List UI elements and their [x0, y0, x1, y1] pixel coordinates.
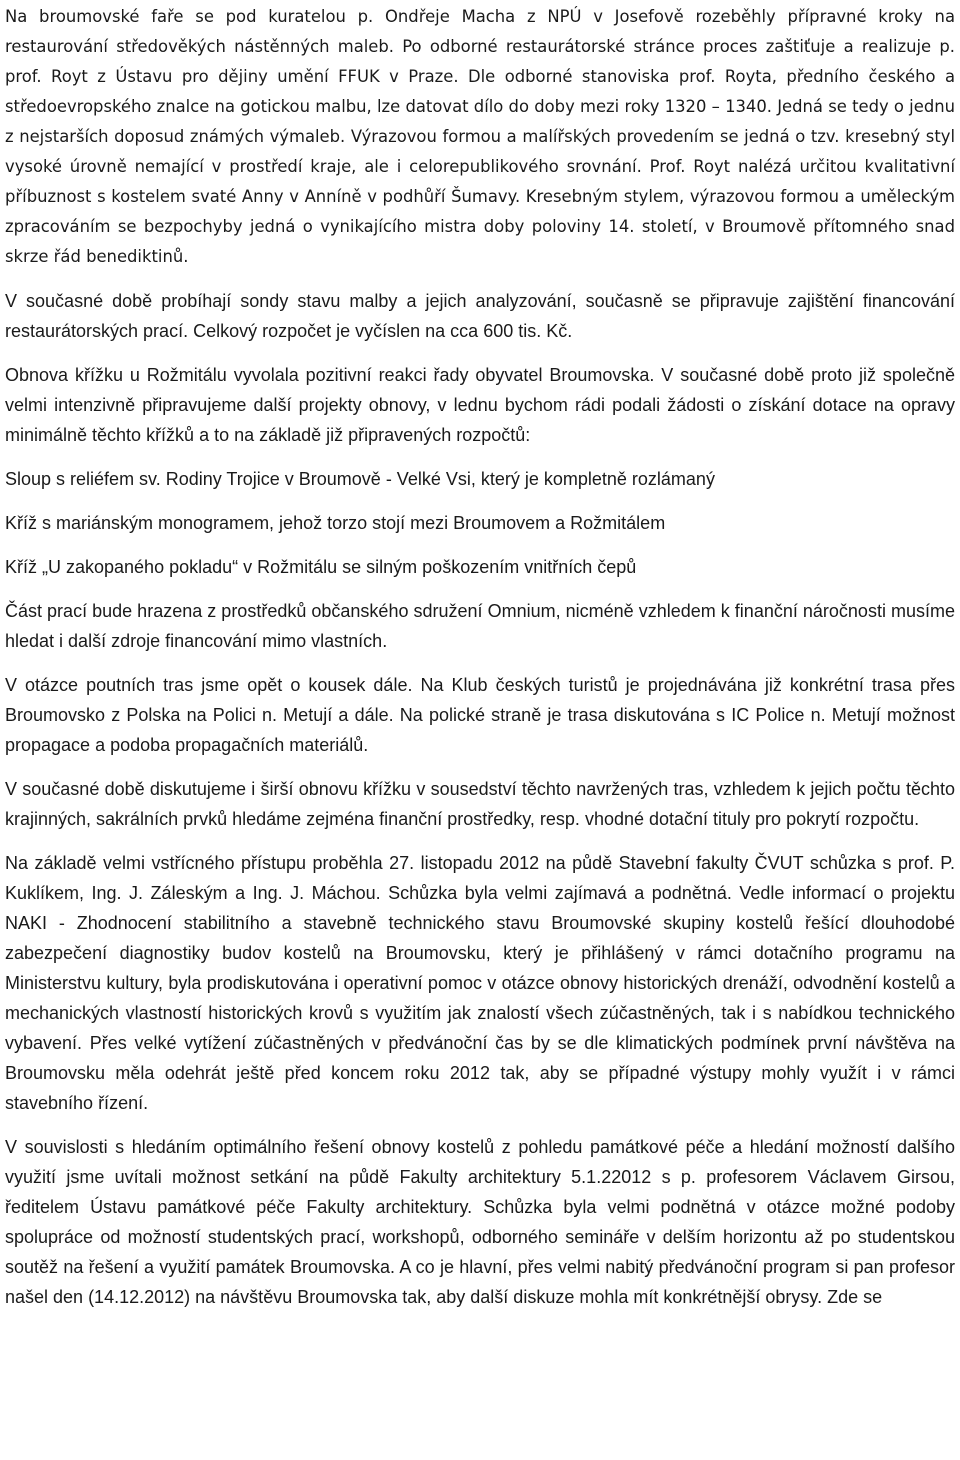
paragraph-pilgrimage-routes: V otázce poutních tras jsme opět o kousek dále. Na Klub českých turistů je projednávána již konkrétní trasa přes Broumovsko z Polska na Polici n. Metují a dále. Na polické straně je trasa diskutována s IC Police n. Metují možnost propagace a podoba propagačních materiálů.	[5, 675, 955, 755]
list-item-treasure-cross: Kříž „U zakopaného pokladu“ v Rožmitálu se silným poškozením vnitřních čepů	[5, 557, 637, 577]
paragraph-wall-paintings: Na broumovské faře se pod kuratelou p. Ondřeje Macha z NPÚ v Josefově rozeběhly přípravné kroky na restaurování středověkých nástěnných maleb. Po odborné restaurátorské stránce proces zaštiťuje a realizuje p. prof. Royt z Ústavu pro dějiny umění FFUK v Praze. Dle odborné stanoviska prof. Royta, předního českého a středoevropského znalce na gotickou malbu, lze datovat dílo do doby mezi roky 1320 – 1340. Jedná se tedy o jednu z nejstarších doposud známých výmaleb. Výrazovou formou a malířských provedením se jedná o tzv. kresebný styl vysoké úrovně nemající v prostředí kraje, ale i celorepublikového srovnání. Prof. Royt nalézá určitou kvalitativní příbuznost s kostelem svaté Anny v Anníně v podhůří Šumavy. Kresebným stylem, výrazovou formou a uměleckým zpracováním se bezpochyby jedná o vynikajícího mistra doby poloviny 14. století, v Broumově přítomného snad skrze řád benediktinů.	[5, 7, 955, 266]
paragraph-architecture-faculty: V souvislosti s hledáním optimálního řešení obnovy kostelů z pohledu památkové péče a hledání možností dalšího využití jsme uvítali možnost setkání na půdě Fakulty architektury 5.1.22012 s p. profesorem Václavem Girsou, ředitelem Ústavu památkové péče Fakulty architektury. Schůzka byla velmi podnětná v otázce možné podoby spolupráce od možností studentských prací, workshopů, odborného semináře v delším horizontu až po studentskou soutěž na řešení a využití památek Broumovska. A co je hlavní, přes velmi nabitý předvánoční program si pan profesor našel den (14.12.2012) na návštěvu Broumovska tak, aby další diskuze mohla mít konkrétnější obrysy. Zde se	[5, 1137, 955, 1307]
paragraph-wider-renewal: V současné době diskutujeme i širší obnovu křížku v sousedství těchto navržených tras, vzhledem k jejich počtu těchto krajinných, sakrálních prvků hledáme zejména finanční prostředky, resp. vhodné dotační tituly pro pokrytí rozpočtu.	[5, 779, 955, 829]
paragraph-cvut-meeting: Na základě velmi vstřícného přístupu proběhla 27. listopadu 2012 na půdě Stavební fakulty ČVUT schůzka s prof. P. Kuklíkem, Ing. J. Záleským a Ing. J. Máchou. Schůzka byla velmi zajímavá a podnětná. Vedle informací o projektu NAKI - Zhodnocení stabilitního a stavebně technického stavu Broumovské skupiny kostelů řešící dlouhodobé zabezpečení diagnostiky budov kostelů na Broumovsku, který je přihlášený v rámci dotačního programu na Ministerstvu kultury, byla prodiskutována i operativní pomoc v otázce obnovy historických drenáží, odvodnění kostelů a mechanických vlastností historických krovů s využitím jak znalostí všech zúčastněných, tak i s nabídkou technického vybavení. Přes velké vytížení zúčastněných v předvánoční čas by se dle klimatických podmínek první návštěva na Broumovsku měla odehrát ještě před koncem roku 2012 tak, aby se případné výstupy mohly využít i v rámci stavebního řízení.	[5, 853, 955, 1113]
paragraph-funding-omnium: Část prací bude hrazena z prostředků občanského sdružení Omnium, nicméně vzhledem k finanční náročnosti musíme hledat i další zdroje financování mimo vlastních.	[5, 601, 955, 651]
paragraph-restoration-budget: V současné době probíhají sondy stavu malby a jejich analyzování, současně se připravuje zajištění financování restaurátorských prací. Celkový rozpočet je vyčíslen na cca 600 tis. Kč.	[5, 291, 955, 341]
document-page	[5, 2, 955, 1322]
paragraph-cross-renewal: Obnova křížku u Rožmitálu vyvolala pozitivní reakci řady obyvatel Broumovska. V současné době proto již společně velmi intenzivně připravujeme další projekty obnovy, v lednu bychom rádi podali žádosti o získání dotace na opravy minimálně těchto křížků a to na základě již připravených rozpočtů:	[5, 365, 955, 445]
list-item-marian-cross: Kříž s mariánským monogramem, jehož torzo stojí mezi Broumovem a Rožmitálem	[5, 513, 666, 533]
list-item-column-velka-ves: Sloup s reliéfem sv. Rodiny Trojice v Broumově - Velké Vsi, který je kompletně rozlámaný	[5, 469, 715, 489]
